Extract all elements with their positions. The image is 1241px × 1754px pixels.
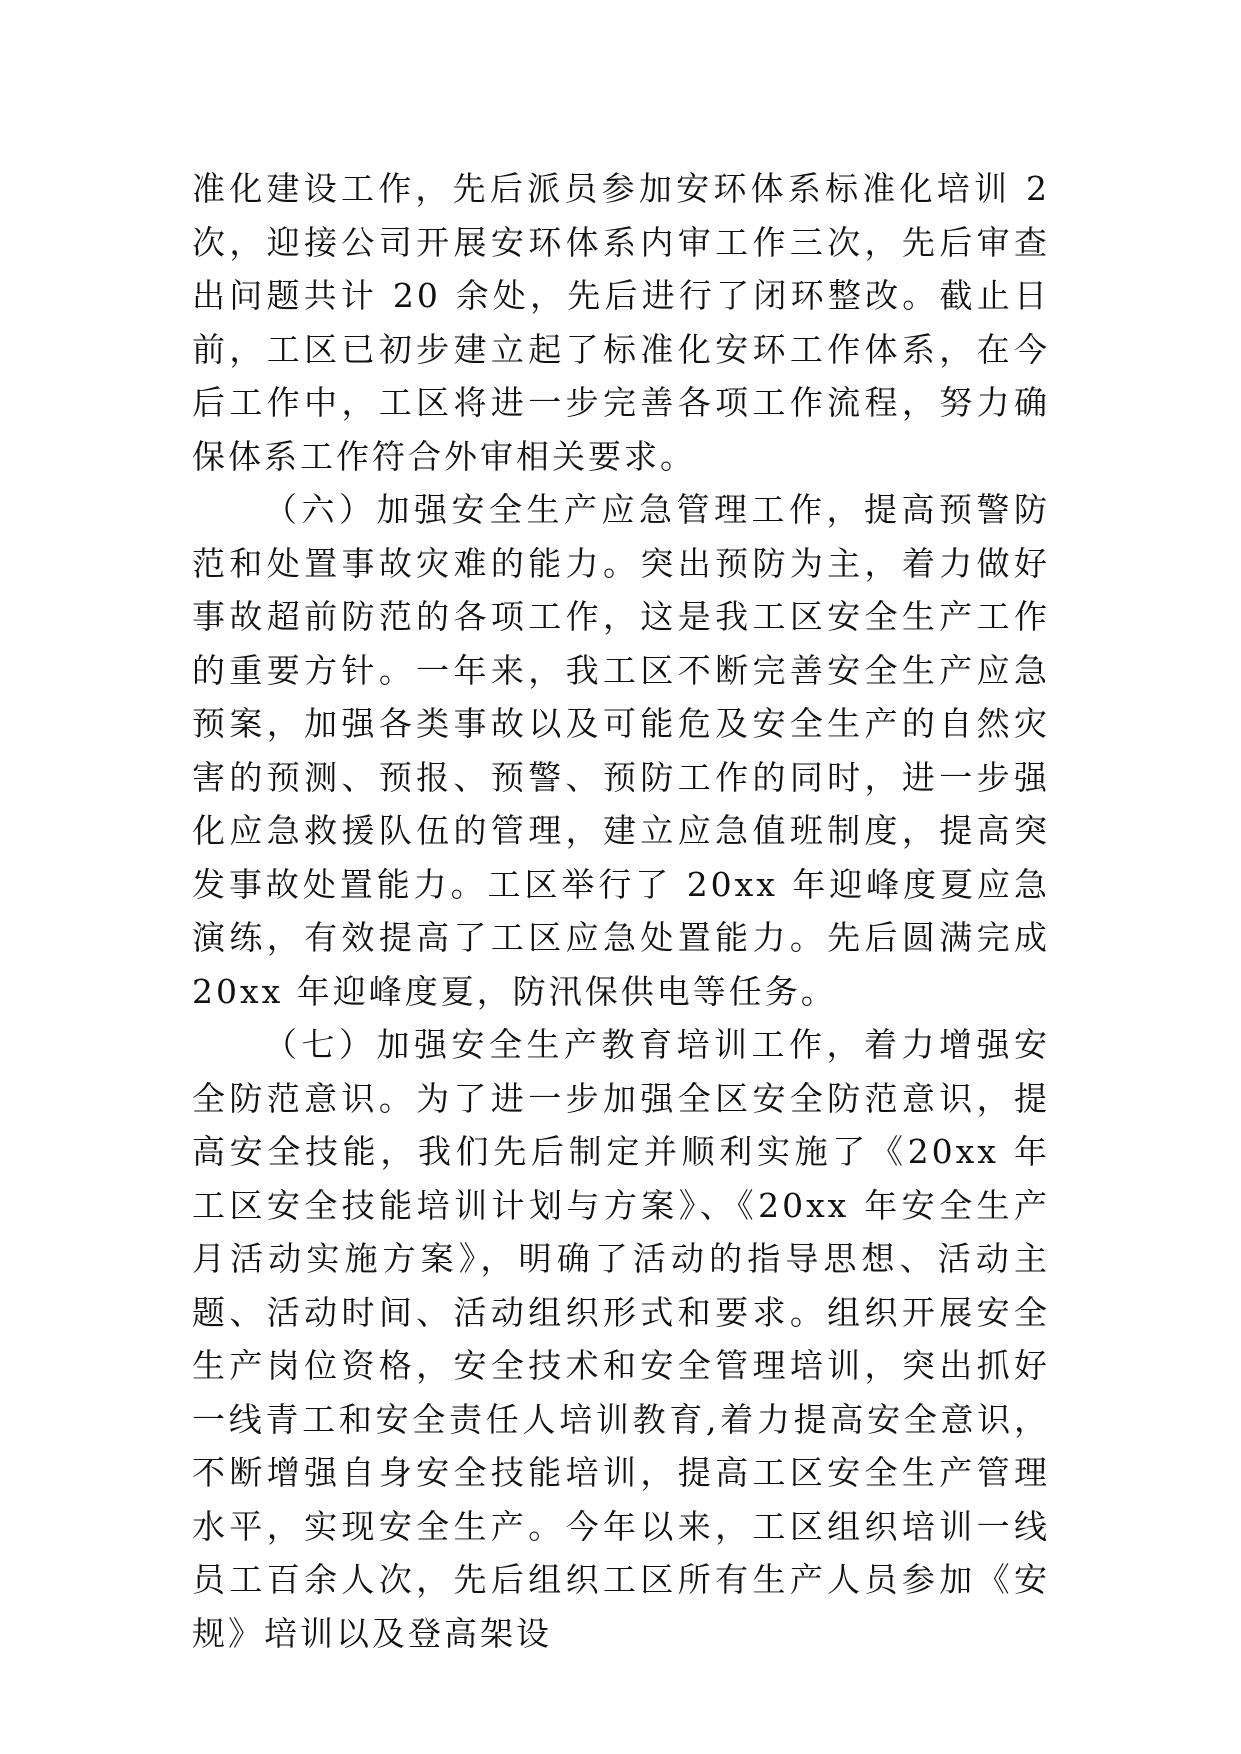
document-body <box>192 162 1050 1660</box>
paragraph-safety-training: （七）加强安全生产教育培训工作，着力增强安全防范意识。为了进一步加强全区安全防范意识，提高安全技能，我们先后制定并顺利实施了《20xx 年工区安全技能培训计划与方案》、《20xx 年安全生产月活动实施方案》，明确了活动的指导思想、活动主题、活动时间、活动组织形式和要求。组织开展安全生产岗位资格，安全技术和安全管理培训，突出抓好一线青工和安全责任人培训教育,着力提高安全意识，不断增强自身安全技能培训，提高工区安全生产管理水平，实现安全生产。今年以来，工区组织培训一线员工百余人次，先后组织工区所有生产人员参加《安规》培训以及登高架设 <box>192 1025 1050 1653</box>
paragraph-standardization: 准化建设工作，先后派员参加安环体系标准化培训 2 次，迎接公司开展安环体系内审工作三次，先后审查出问题共计 20 余处，先后进行了闭环整改。截止日前，工区已初步建立起了标准化安环工作体系，在今后工作中，工区将进一步完善各项工作流程，努力确保体系工作符合外审相关要求。 <box>192 169 1050 476</box>
paragraph-emergency-management: （六）加强安全生产应急管理工作，提高预警防范和处置事故灾难的能力。突出预防为主，着力做好事故超前防范的各项工作，这是我工区安全生产工作的重要方针。一年来，我工区不断完善安全生产应急预案，加强各类事故以及可能危及安全生产的自然灾害的预测、预报、预警、预防工作的同时，进一步强化应急救援队伍的管理，建立应急值班制度，提高突发事故处置能力。工区举行了 20xx 年迎峰度夏应急演练，有效提高了工区应急处置能力。先后圆满完成 20xx 年迎峰度夏，防汛保供电等任务。 <box>192 490 1050 1011</box>
